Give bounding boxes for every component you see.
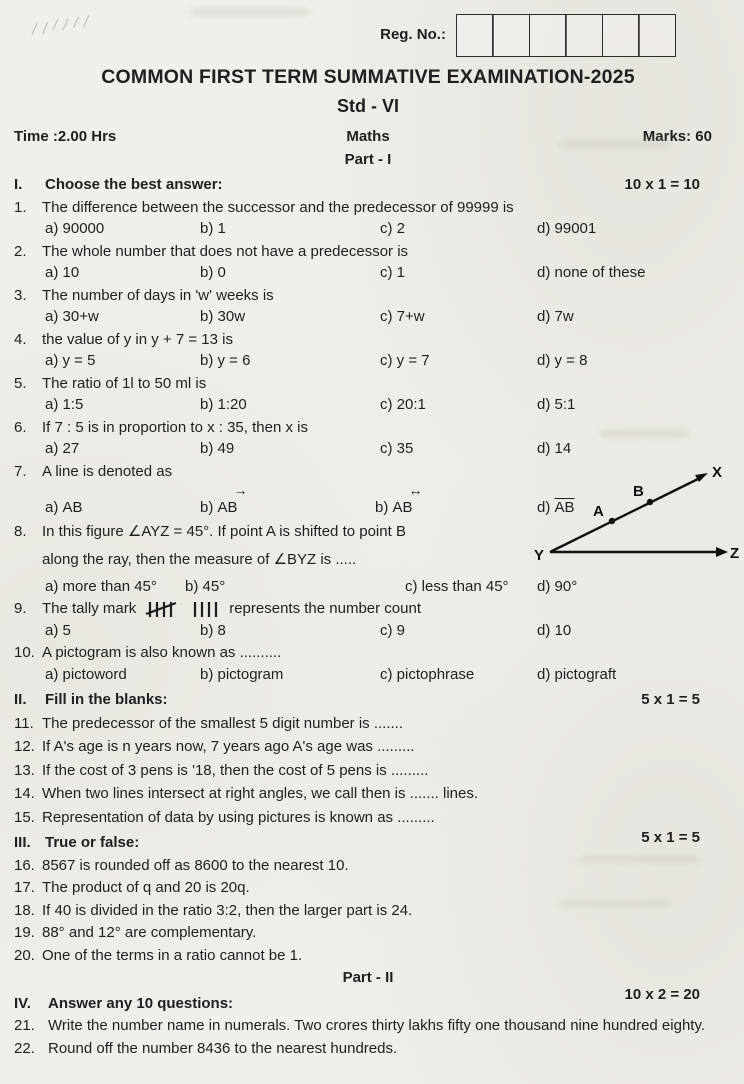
option-a: a) 27	[45, 440, 80, 457]
question-text: The ratio of 1l to 50 ml is	[42, 374, 207, 392]
question-number: 3.	[14, 286, 27, 304]
reg-no-cell	[602, 14, 640, 57]
reg-no-cell	[565, 14, 603, 57]
option-b: b) 45°	[185, 577, 226, 595]
point-z-label: Z	[730, 545, 740, 562]
question-number: 18.	[14, 901, 35, 919]
question-3	[14, 285, 722, 307]
option-c: c) pictophrase	[380, 665, 475, 683]
time-label: Time :2.00 Hrs	[14, 128, 117, 145]
option-d: d) 10	[537, 621, 572, 639]
question-text: Representation of data by using pictures is known as .........	[42, 808, 435, 826]
question-number: 14.	[14, 785, 35, 802]
options-4	[45, 350, 722, 372]
option-label: b)	[375, 499, 389, 516]
point-a-dot	[609, 518, 615, 524]
option-b: b) 1:20	[200, 396, 247, 413]
question-number: 4.	[14, 330, 27, 348]
option-d: d) pictograft	[537, 665, 617, 683]
tally-text-before: The tally mark	[42, 600, 137, 617]
question-number: 16.	[14, 856, 35, 874]
question-text: If the cost of 3 pens is '18, then the cost of 5 pens is .........	[42, 761, 429, 779]
option-c: c) 9	[380, 621, 406, 639]
option-a: a) pictoword	[45, 665, 127, 683]
option-a: a) more than 45°	[45, 577, 157, 595]
reg-no-label: Reg. No.:	[380, 26, 446, 44]
option-a: a) 1:5	[45, 396, 84, 413]
option-c: c) 20:1	[380, 396, 426, 413]
option-b: b) 1	[200, 220, 226, 237]
option-b	[200, 482, 375, 519]
reg-no-cell	[638, 14, 676, 57]
option-b: b) 49	[200, 440, 235, 457]
option-label: b)	[200, 499, 214, 516]
question-text: The number of days in 'w' weeks is	[42, 286, 274, 304]
question-10	[14, 642, 722, 664]
question-number: 21.	[14, 1017, 35, 1034]
question-text: The product of q and 20 is 20q.	[42, 879, 250, 896]
question-4	[14, 329, 722, 351]
section-marks: 10 x 2 = 20	[624, 985, 700, 1003]
angle-figure	[532, 462, 744, 574]
section-number: II.	[14, 691, 27, 708]
option-c: c) y = 7	[380, 352, 430, 369]
options-5	[45, 394, 722, 416]
section-marks: 5 x 1 = 5	[641, 829, 700, 846]
question-number: 6.	[14, 418, 27, 436]
scan-smudge	[600, 430, 690, 437]
question-text: The difference between the successor and the predecessor of 99999 is	[42, 198, 514, 216]
question-number: 9.	[14, 600, 27, 617]
option-c	[375, 482, 537, 519]
question-number: 8.	[14, 522, 27, 540]
part1-label: Part - I	[344, 150, 392, 168]
question-15	[14, 807, 722, 829]
question-text: the value of y in y + 7 = 13 is	[42, 330, 233, 348]
reg-no-row	[14, 12, 676, 58]
question-11	[14, 713, 722, 735]
option-d: d) 14	[537, 440, 572, 457]
question-number: 22.	[14, 1039, 35, 1057]
question-text: Round off the number 8436 to the nearest hundreds.	[48, 1039, 398, 1057]
question-number: 1.	[14, 198, 27, 216]
section1-heading	[14, 174, 722, 196]
question-number: 12.	[14, 738, 35, 755]
question-text: If A's age is n years now, 7 years ago A's age was .........	[42, 738, 415, 755]
option-b: b) 0	[200, 264, 226, 281]
question-20	[14, 945, 722, 967]
options-9	[45, 620, 722, 642]
point-b-label: B	[633, 483, 644, 500]
section3-heading	[14, 829, 722, 854]
question-text: The whole number that does not have a predecessor is	[42, 242, 409, 260]
ray-arrow-icon: →	[233, 482, 248, 498]
point-a-label: A	[593, 503, 604, 520]
question-text: A pictogram is also known as ..........	[42, 644, 282, 661]
line-arrow-icon: ↔	[408, 482, 423, 498]
question-14	[14, 783, 722, 805]
reg-no-cell	[529, 14, 567, 57]
tally-text-after: represents the number count	[229, 600, 421, 617]
options-8	[45, 576, 722, 598]
option-label: d)	[537, 499, 551, 516]
section-marks: 5 x 1 = 5	[641, 691, 700, 708]
question-number: 2.	[14, 242, 27, 260]
section-title: Answer any 10 questions:	[48, 994, 234, 1012]
option-d: d) 5:1	[537, 396, 576, 413]
options-3	[45, 306, 722, 328]
option-a	[45, 497, 200, 519]
question-12	[14, 736, 722, 758]
question-1	[14, 197, 722, 219]
point-b-dot	[647, 499, 653, 505]
class-label: Std - VI	[337, 95, 399, 116]
question-number: 10.	[14, 644, 35, 661]
line-name: AB	[62, 499, 83, 516]
question-text: The predecessor of the smallest 5 digit number is .......	[42, 714, 403, 732]
section-number: I.	[14, 176, 23, 193]
part2-label: Part - II	[342, 969, 394, 986]
section2-heading	[14, 689, 722, 711]
option-a: a) 5	[45, 621, 71, 639]
option-c: c) 1	[380, 264, 406, 281]
subject-label: Maths	[346, 128, 390, 145]
options-10	[45, 664, 722, 686]
option-b: b) 8	[200, 621, 226, 639]
question-text: Write the number name in numerals. Two crores thirty lakhs fifty one thousand nine hundred eighty.	[48, 1017, 706, 1034]
tally-five-icon	[145, 599, 181, 619]
point-y-label: Y	[534, 547, 545, 564]
total-marks-label: Marks: 60	[642, 128, 712, 145]
line-name: AB	[217, 499, 238, 516]
question-21	[14, 1015, 722, 1037]
option-a: a) 30+w	[45, 308, 99, 325]
section-title: True or false:	[45, 834, 140, 851]
question-text: If 7 : 5 is in proportion to x : 35, then x is	[42, 418, 308, 436]
question-text: A line is denoted as	[42, 462, 173, 480]
option-c: c) 35	[380, 440, 414, 457]
option-d: d) none of these	[537, 264, 646, 281]
option-c: c) 7+w	[380, 308, 425, 325]
question-text: 88° and 12° are complementary.	[42, 924, 257, 941]
question-number: 5.	[14, 374, 27, 392]
question-9	[14, 598, 722, 620]
option-d: d) y = 8	[537, 352, 588, 369]
scan-smudge	[560, 900, 670, 907]
question-number: 17.	[14, 879, 35, 896]
question-number: 15.	[14, 808, 35, 826]
line-name: AB	[392, 499, 413, 516]
question-text-line1: In this figure ∠AYZ = 45°. If point A is shifted to point B	[42, 522, 406, 540]
option-d: d) 99001	[537, 220, 597, 237]
question-number: 13.	[14, 761, 35, 779]
question-13	[14, 760, 722, 782]
option-a: a) 10	[45, 264, 80, 281]
section-title: Fill in the blanks:	[45, 691, 168, 708]
segment-name: $\overline{AB}$	[554, 499, 575, 516]
option-d: d) 7w	[537, 308, 574, 325]
question-number: 7.	[14, 462, 27, 480]
reg-no-cell	[456, 14, 494, 57]
options-2	[45, 262, 722, 284]
option-d: d) 90°	[537, 577, 578, 595]
scan-smudge	[560, 140, 670, 148]
question-number: 19.	[14, 924, 35, 941]
question-text	[42, 598, 722, 620]
question-number: 20.	[14, 946, 35, 964]
question-text-line2: along the ray, then the measure of ∠BYZ is .....	[42, 551, 357, 568]
point-x-label: X	[712, 464, 723, 481]
question-text: When two lines intersect at right angles, we call then is ....... lines.	[42, 785, 479, 802]
exam-title: COMMON FIRST TERM SUMMATIVE EXAMINATION-2025	[101, 66, 635, 88]
question-17	[14, 877, 722, 899]
section-number: III.	[14, 834, 31, 851]
question-22	[14, 1038, 722, 1060]
question-19	[14, 922, 722, 944]
option-b: b) 30w	[200, 308, 246, 325]
options-6	[45, 438, 722, 460]
section-marks: 10 x 1 = 10	[624, 176, 700, 193]
section4-heading	[14, 985, 722, 1015]
tally-four-icon	[190, 599, 220, 619]
section-number: IV.	[14, 994, 31, 1012]
option-a: a) y = 5	[45, 352, 96, 369]
question-text: If 40 is divided in the ratio 3:2, then the larger part is 24.	[42, 901, 413, 919]
question-number: 11.	[14, 714, 34, 732]
question-text: 8567 is rounded off as 8600 to the nearest 10.	[42, 856, 349, 874]
options-1	[45, 218, 722, 240]
section-title: Choose the best answer:	[45, 176, 223, 193]
question-5	[14, 373, 722, 395]
reg-no-boxes	[456, 14, 676, 57]
scan-smudge	[190, 8, 310, 16]
option-label: a)	[45, 499, 59, 516]
question-text: One of the terms in a ratio cannot be 1.	[42, 946, 303, 964]
option-a: a) 90000	[45, 220, 105, 237]
option-b: b) pictogram	[200, 665, 284, 683]
option-c: c) less than 45°	[405, 577, 509, 595]
reg-no-cell	[492, 14, 530, 57]
scan-smudge	[580, 856, 700, 863]
question-2	[14, 241, 722, 263]
option-b: b) y = 6	[200, 352, 251, 369]
option-c: c) 2	[380, 220, 406, 237]
